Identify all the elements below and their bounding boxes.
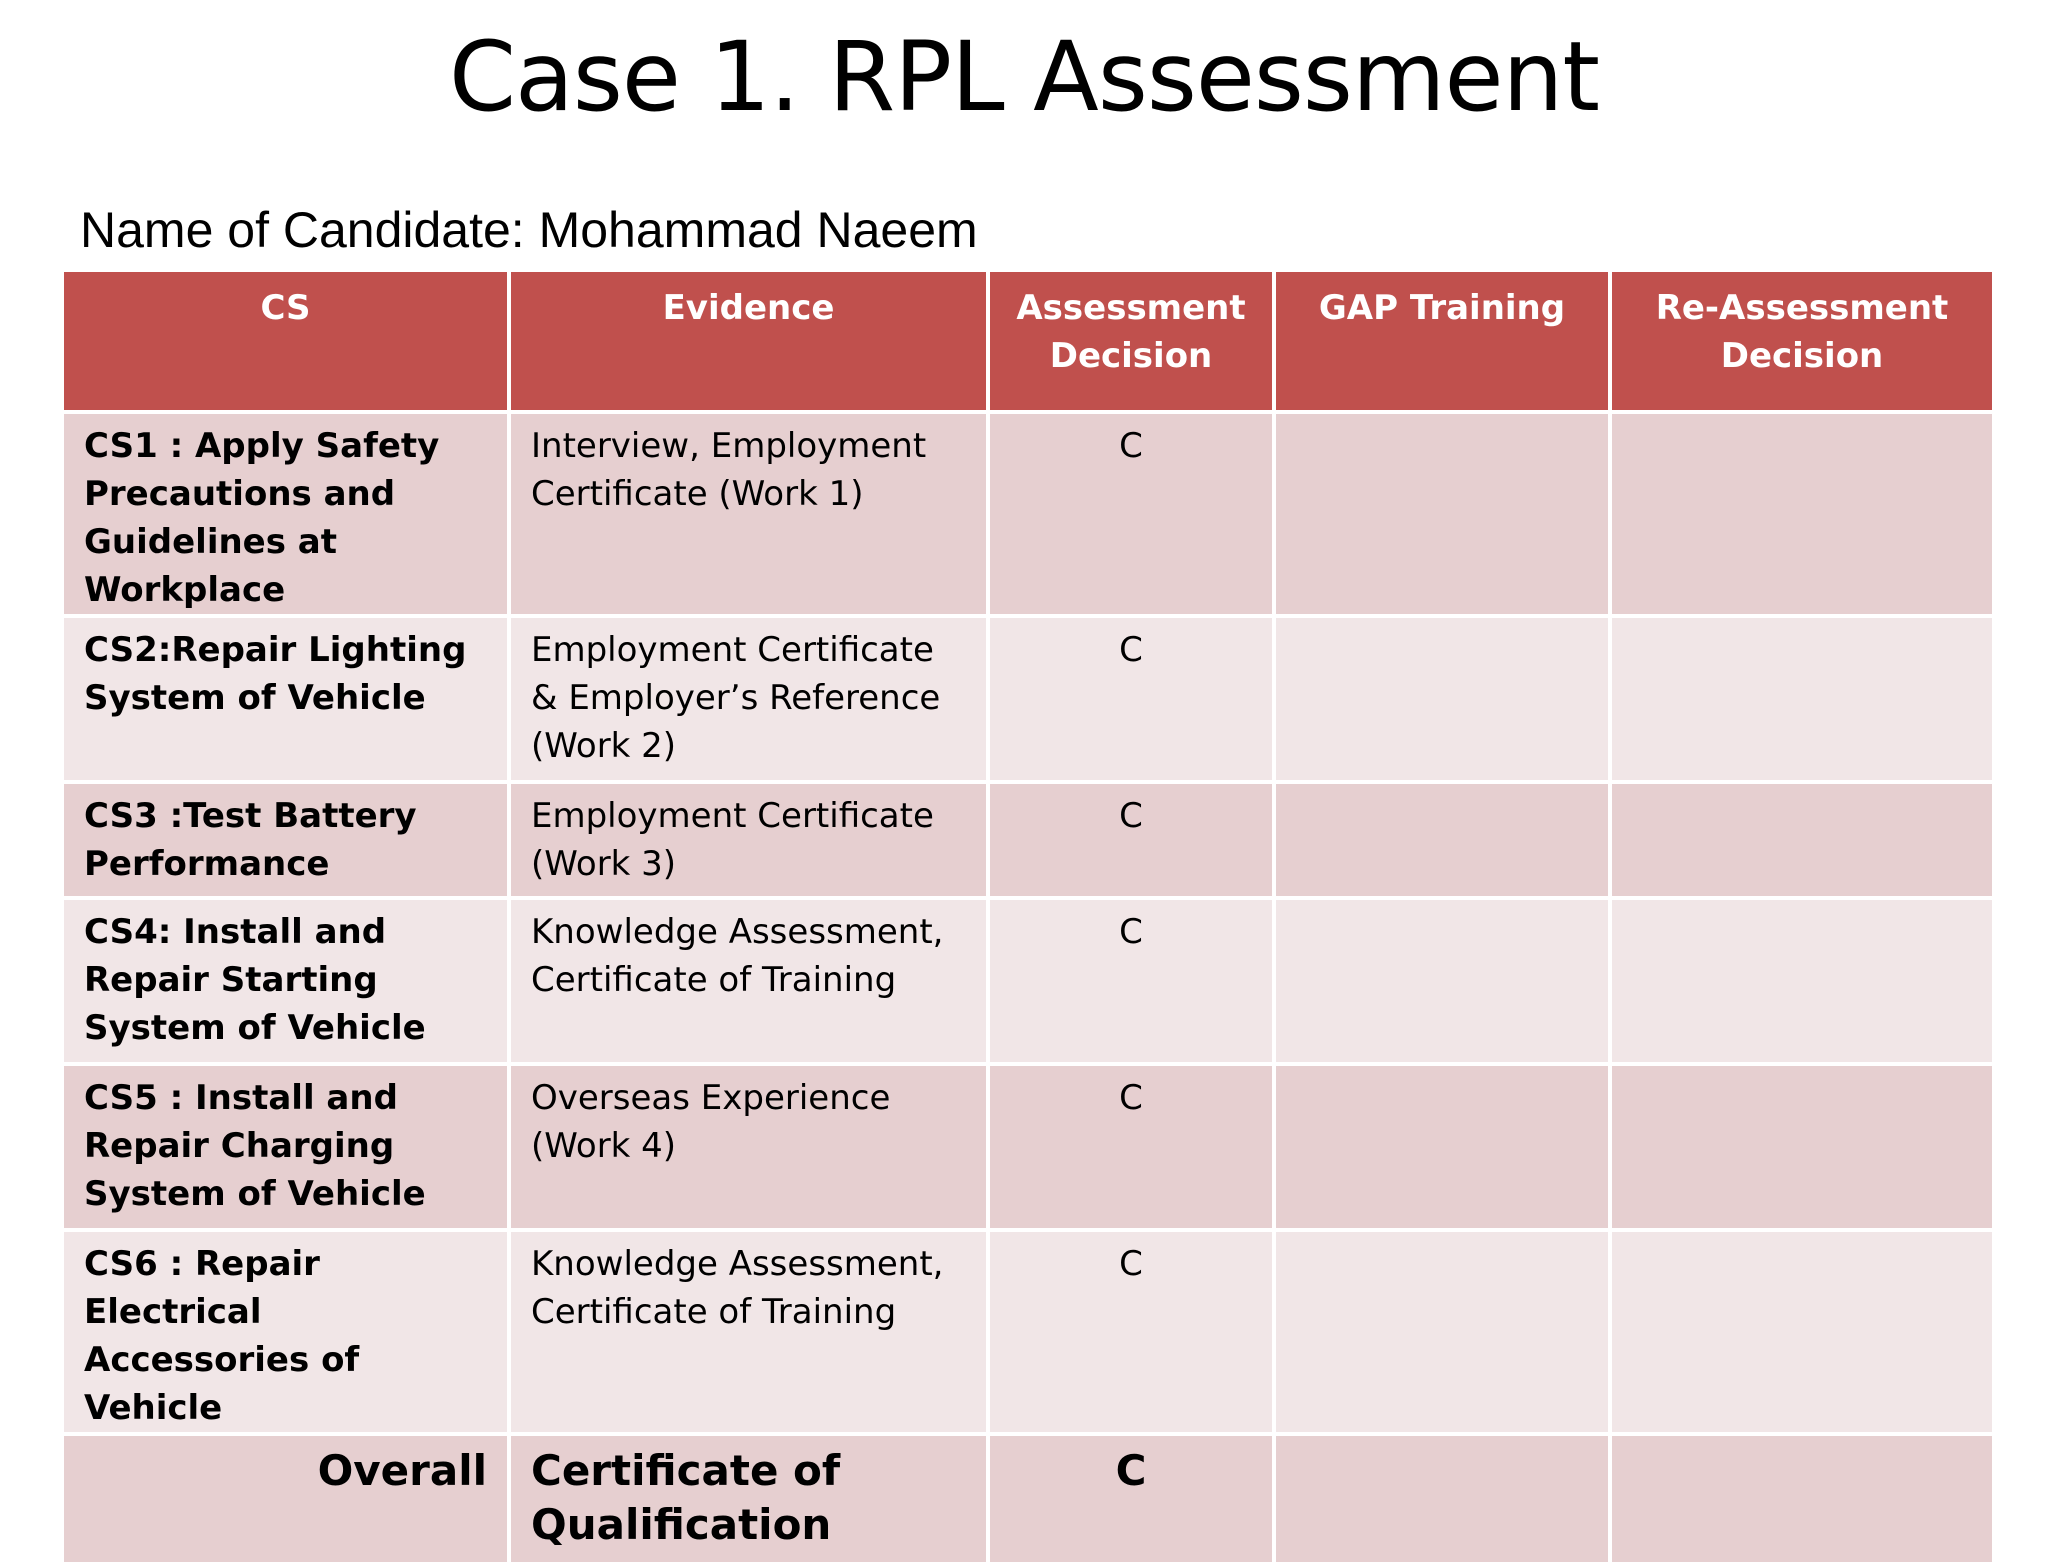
assessment-decision-cell: C bbox=[988, 1064, 1274, 1230]
cs-cell: CS3 :Test Battery Performance bbox=[62, 782, 509, 898]
slide-title: Case 1. RPL Assessment bbox=[448, 21, 1599, 133]
assessment-decision-cell: C bbox=[988, 898, 1274, 1064]
overall-gap-training bbox=[1274, 1434, 1610, 1564]
header-reassessment-decision: Re-Assessment Decision bbox=[1610, 270, 1994, 412]
table-row bbox=[62, 898, 1994, 1064]
table-row bbox=[62, 616, 1994, 782]
evidence-cell: Knowledge Assessment, Certificate of Training bbox=[509, 898, 988, 1064]
overall-evidence: Certificate of Qualification bbox=[509, 1434, 988, 1564]
reassessment-decision-cell bbox=[1610, 1064, 1994, 1230]
assessment-decision-cell: C bbox=[988, 412, 1274, 616]
table-row bbox=[62, 1064, 1994, 1230]
header-cs: CS bbox=[62, 270, 509, 412]
reassessment-decision-cell bbox=[1610, 616, 1994, 782]
header-assessment-decision: Assessment Decision bbox=[988, 270, 1274, 412]
reassessment-decision-cell bbox=[1610, 898, 1994, 1064]
header-evidence: Evidence bbox=[509, 270, 988, 412]
reassessment-decision-cell bbox=[1610, 412, 1994, 616]
evidence-cell: Employment Certificate (Work 3) bbox=[509, 782, 988, 898]
evidence-cell: Overseas Experience (Work 4) bbox=[509, 1064, 988, 1230]
overall-label: Overall bbox=[62, 1434, 509, 1564]
overall-decision: C bbox=[988, 1434, 1274, 1564]
gap-training-cell bbox=[1274, 412, 1610, 616]
overall-row bbox=[62, 1434, 1994, 1564]
cs-cell: CS2:Repair Lighting System of Vehicle bbox=[62, 616, 509, 782]
assessment-decision-cell: C bbox=[988, 616, 1274, 782]
table-row bbox=[62, 1230, 1994, 1434]
gap-training-cell bbox=[1274, 1230, 1610, 1434]
gap-training-cell bbox=[1274, 898, 1610, 1064]
reassessment-decision-cell bbox=[1610, 782, 1994, 898]
gap-training-cell bbox=[1274, 1064, 1610, 1230]
table-header-row bbox=[62, 270, 1994, 412]
assessment-decision-cell: C bbox=[988, 1230, 1274, 1434]
table-row bbox=[62, 782, 1994, 898]
candidate-name: Name of Candidate: Mohammad Naeem bbox=[80, 202, 978, 258]
cs-cell: CS6 : Repair Electrical Accessories of Vehicle bbox=[62, 1230, 509, 1434]
assessment-decision-cell: C bbox=[988, 782, 1274, 898]
cs-cell: CS5 : Install and Repair Charging System of Vehicle bbox=[62, 1064, 509, 1230]
header-gap-training: GAP Training bbox=[1274, 270, 1610, 412]
evidence-cell: Employment Certificate & Employer’s Reference (Work 2) bbox=[509, 616, 988, 782]
table-row bbox=[62, 412, 1994, 616]
reassessment-decision-cell bbox=[1610, 1230, 1994, 1434]
cs-cell: CS4: Install and Repair Starting System of Vehicle bbox=[62, 898, 509, 1064]
evidence-cell: Interview, Employment Certificate (Work 1) bbox=[509, 412, 988, 616]
rpl-assessment-table bbox=[60, 268, 1996, 1566]
evidence-cell: Knowledge Assessment, Certificate of Training bbox=[509, 1230, 988, 1434]
gap-training-cell bbox=[1274, 616, 1610, 782]
gap-training-cell bbox=[1274, 782, 1610, 898]
cs-cell: CS1 : Apply Safety Precautions and Guidelines at Workplace bbox=[62, 412, 509, 616]
overall-reassessment-decision bbox=[1610, 1434, 1994, 1564]
